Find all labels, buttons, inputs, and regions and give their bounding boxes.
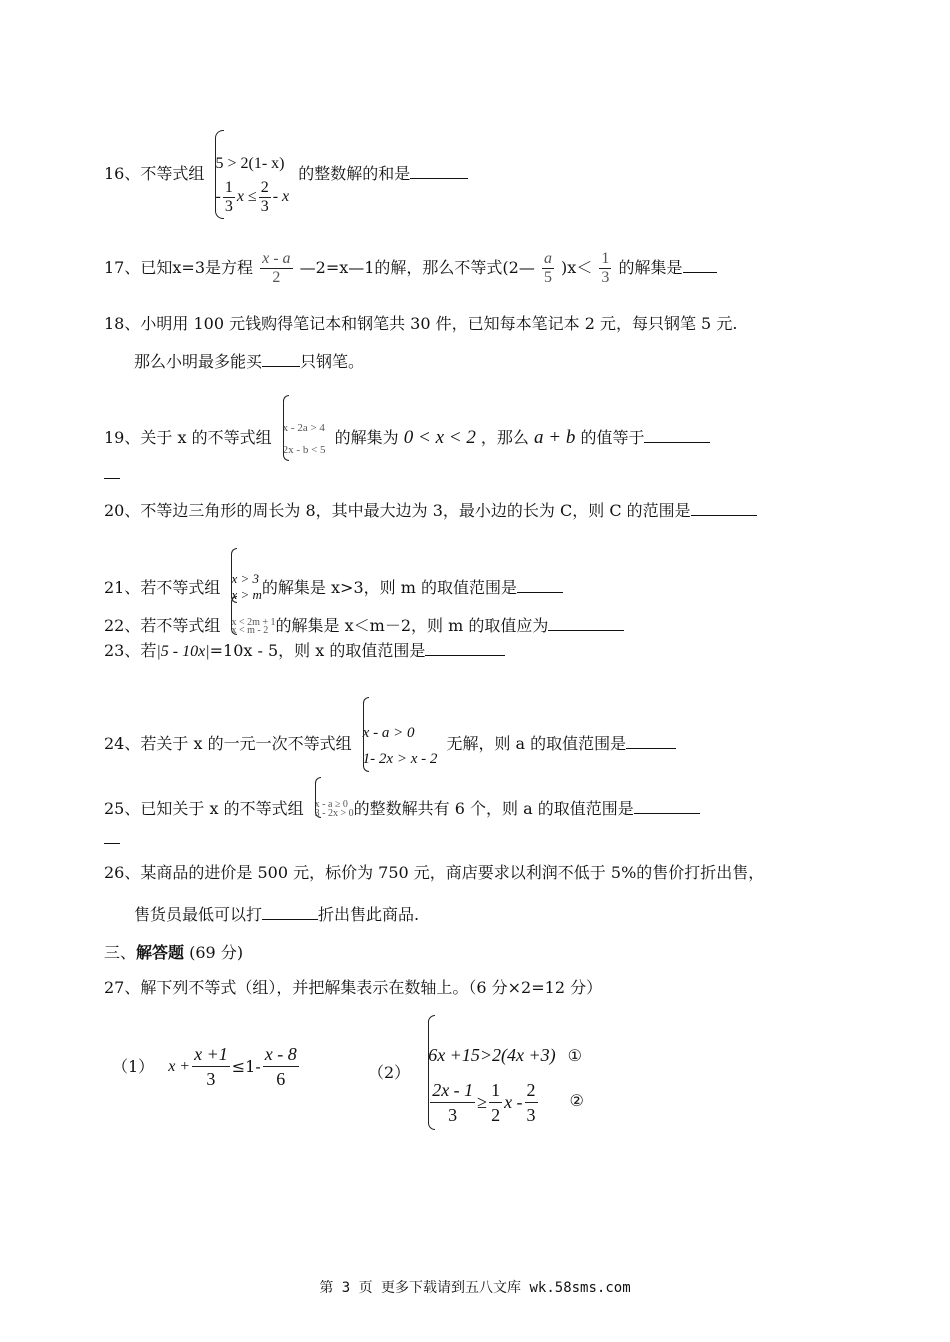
- question-20: 20、不等边三角形的周长为 8，其中最大边为 3，最小边的长为 C，则 C 的范围是: [104, 499, 757, 522]
- question-21: 21、若不等式组 x > 3 x > m 的解集是 x>3，则 m 的取值范围是: [104, 548, 563, 603]
- fraction: $\frac{2x - 1}{3}$: [432, 1079, 474, 1125]
- fraction: $\frac{1}{3}$: [224, 178, 233, 215]
- inequality-system: x > 3 x > m: [231, 548, 261, 603]
- question-27-part1: （1） x + $\frac{x +1}{3}$ ≤1- $\frac{x - 8}{6}$: [112, 1044, 297, 1089]
- q-text: 不等式组: [140, 164, 205, 183]
- answer-blank[interactable]: [691, 499, 757, 516]
- answer-blank[interactable]: [634, 797, 700, 814]
- q-text: 小明用 100 元钱购得笔记本和钢笔共 30 件，已知每本笔记本 2 元，每只钢笔 5 元.: [140, 314, 738, 333]
- expression: a + b: [534, 427, 576, 448]
- question-27-part2: （2） 6x +15>2(4x +3) ① $\frac{2x - 1}{3}$ ≥ $\frac{1}{2}$ x - $\frac{2}{3}$ ②: [368, 1015, 588, 1130]
- fraction: $\frac{a}{5}$: [543, 250, 552, 286]
- inequality-system: x - a > 0 1- 2x > x - 2: [363, 697, 438, 772]
- q-text: 的整数解的和是: [298, 164, 411, 183]
- answer-blank-tail: [104, 827, 120, 850]
- q-number: 16、: [104, 164, 141, 183]
- answer-blank[interactable]: [425, 639, 505, 656]
- inequality-system: 6x +15>2(4x +3) ① $\frac{2x - 1}{3}$ ≥ $\frac{1}{2}$ x - $\frac{2}{3}$ ②: [428, 1015, 584, 1130]
- answer-blank[interactable]: [517, 576, 563, 593]
- question-27: 27、解下列不等式（组），并把解集表示在数轴上。（6 分×2=12 分）: [104, 978, 603, 997]
- answer-blank[interactable]: [262, 903, 318, 920]
- question-24: 24、若关于 x 的一元一次不等式组 x - a > 0 1- 2x > x - 2 无解，则 a 的取值范围是: [104, 697, 676, 772]
- inequality-system: x - 2a > 4 2x - b < 5: [283, 395, 326, 461]
- question-25: 25、已知关于 x 的不等式组 x - a ≥ 0 3 - 2x > 0 的整数解共有 6 个，则 a 的取值范围是: [104, 777, 700, 820]
- fraction: $\frac{1}{2}$: [491, 1079, 501, 1125]
- answer-blank[interactable]: [548, 614, 624, 631]
- answer-blank[interactable]: [262, 350, 300, 367]
- answer-blank-tail: [104, 462, 120, 485]
- fraction: $\frac{2}{3}$: [526, 1079, 536, 1125]
- question-17: 17、已知x=3是方程 $\frac{x - a}{2}$ —2=x—1的解，那么不等式(2— $\frac{a}{5}$ )x＜ $\frac{1}{3}$ 的解集是: [104, 250, 717, 287]
- fraction: $\frac{x - a}{2}$: [262, 250, 291, 286]
- answer-blank[interactable]: [626, 732, 676, 749]
- solution-condition: 0 < x < 2: [403, 427, 476, 448]
- inequality-system: x < 2m + 1 x < m - 2: [231, 596, 275, 635]
- question-26-line2: 售货员最低可以打 折出售此商品.: [134, 905, 420, 924]
- question-18-line2: 那么小明最多能买 只钢笔。: [134, 352, 365, 371]
- fraction: $\frac{1}{3}$: [601, 250, 610, 286]
- inequality-system: 5 > 2(1- x) - $\frac{1}{3}$ x ≤ $\frac{2}{3}$ - x: [215, 130, 289, 219]
- circled-number: ①: [567, 1048, 582, 1065]
- answer-blank[interactable]: [644, 426, 710, 443]
- section-heading: 三、解答题 (69 分): [104, 943, 244, 962]
- absolute-value: |5 - 10x|: [156, 643, 210, 660]
- question-26: 26、某商品的进价是 500 元，标价为 750 元，商店要求以利润不低于 5%的售价打折出售，: [104, 863, 765, 882]
- question-23: 23、若|5 - 10x|=10x - 5，则 x 的取值范围是: [104, 639, 505, 663]
- circled-number: ②: [569, 1093, 584, 1110]
- fraction: $\frac{x - 8}{6}$: [264, 1044, 297, 1089]
- fraction: $\frac{x +1}{3}$: [194, 1044, 228, 1089]
- question-18: 18、小明用 100 元钱购得笔记本和钢笔共 30 件，已知每本笔记本 2 元，每只钢笔 5 元.: [104, 314, 738, 333]
- fraction: $\frac{2}{3}$: [260, 178, 269, 215]
- question-19: 19、关于 x 的不等式组 x - 2a > 4 2x - b < 5 的解集为 0 < x < 2 ，那么 a + b 的值等于: [104, 395, 710, 461]
- system-row-1: 5 > 2(1- x): [215, 155, 285, 172]
- answer-blank[interactable]: [683, 256, 717, 273]
- question-16: [104, 130, 468, 219]
- answer-blank[interactable]: [410, 162, 468, 179]
- page-footer: 第 3 页 更多下载请到五八文库 wk.58sms.com: [319, 1280, 631, 1296]
- question-22: 22、若不等式组 x < 2m + 1 x < m - 2 的解集是 x＜m－2，则 m 的取值应为: [104, 596, 624, 637]
- inequality-system: x - a ≥ 0 3 - 2x > 0: [315, 777, 354, 818]
